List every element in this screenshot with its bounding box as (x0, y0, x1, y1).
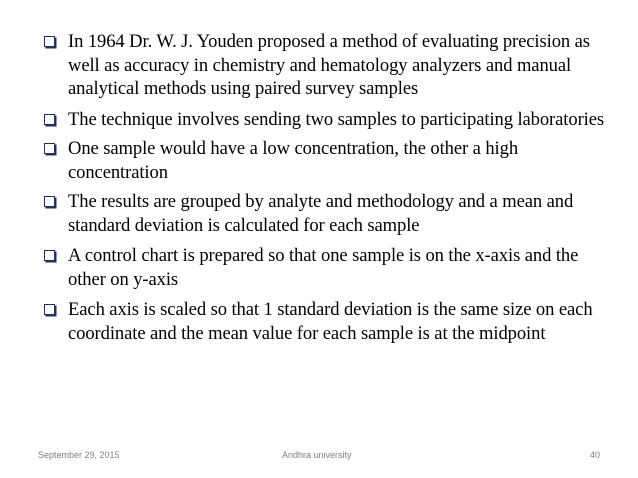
square-bullet-icon (44, 114, 55, 125)
bullet-item (44, 244, 616, 291)
bullet-text: In 1964 Dr. W. J. Youden proposed a method of evaluating precision as well as accuracy in chemistry and hematology analyzers and manual analytical methods using paired survey samples (68, 31, 590, 99)
bullet-item (44, 30, 616, 101)
bullet-text: The technique involves sending two samples to participating laboratories (68, 108, 605, 130)
square-bullet-icon (44, 36, 55, 47)
footer-date: September 29, 2015 (38, 450, 120, 460)
footer-center-text: Andhra university (282, 450, 352, 460)
square-bullet-icon (44, 143, 55, 154)
bullet-text: A control chart is prepared so that one sample is on the x-axis and the other on y-axis (68, 245, 579, 290)
square-bullet-icon (44, 250, 55, 261)
bullet-list (44, 30, 616, 350)
page-number: 40 (590, 450, 601, 460)
bullet-item (44, 137, 616, 184)
bullet-text: Each axis is scaled so that 1 standard deviation is the same size on each coordinate and the mean value for each sample is at the midpoint (68, 299, 593, 344)
bullet-item (44, 108, 616, 132)
bullet-text: One sample would have a low concentration, the other a high concentration (68, 138, 519, 183)
square-bullet-icon (44, 304, 55, 315)
square-bullet-icon (44, 196, 55, 207)
bullet-item (44, 298, 616, 345)
bullet-text: The results are grouped by analyte and methodology and a mean and standard deviation is calculated for each sample (68, 191, 574, 236)
bullet-item (44, 190, 616, 237)
